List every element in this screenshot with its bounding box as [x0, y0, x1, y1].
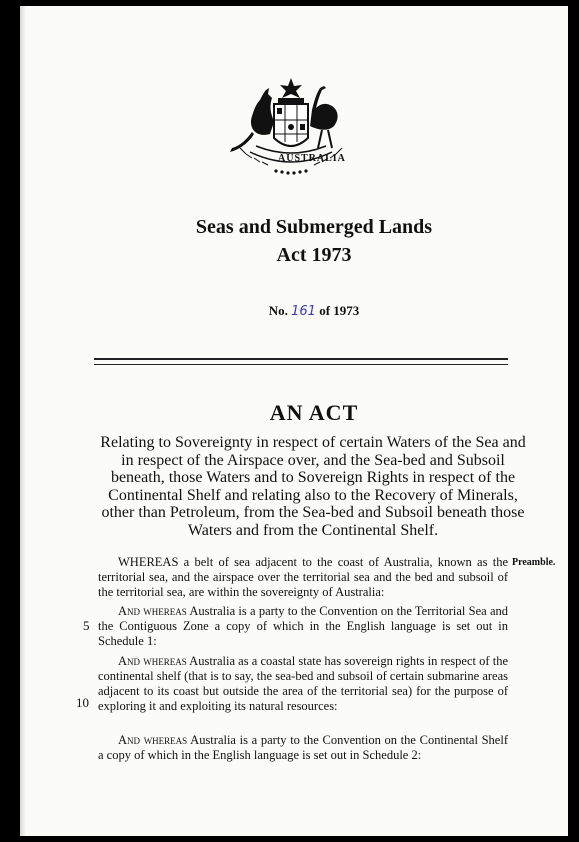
paragraph-text: WHEREAS a belt of sea adjacent to the coast of Australia, known as the territorial sea, and the airspace over the territorial sea and the bed and subsoil of the territorial sea, are within the sovereignty of Australia: — [98, 555, 508, 599]
act-number-prefix: No. — [268, 303, 288, 318]
line-number: 5 — [83, 618, 90, 633]
act-number — [40, 303, 579, 319]
double-rule-top — [94, 358, 508, 360]
paragraph-text: Australia as a coastal state has sovereign rights in respect of the continental shelf (that is to say, the sea-bed and subsoil of certain submarine areas adjacent to its coast but outside the area of the territorial sea) for the purpose of exploring it and exploiting its natural resources: — [98, 654, 508, 713]
line-number: 10 — [76, 695, 89, 710]
act-title-line-1: Seas and Submerged Lands — [195, 216, 433, 238]
preamble-paragraph — [98, 654, 508, 714]
paragraph-lead: And whereas — [118, 733, 188, 747]
act-number-suffix: of 1973 — [319, 303, 360, 318]
double-rule-bottom — [94, 364, 508, 365]
coat-of-arms-emblem — [226, 76, 356, 186]
act-number-handwritten: 161 — [291, 304, 316, 319]
paragraph-text: Australia is a party to the Convention on the Territorial Sea and the Contiguous Zone a copy of which in the English language is set out in Schedule 1: — [98, 604, 508, 648]
coat-of-arms-icon — [226, 76, 356, 186]
long-title: Relating to Sovereignty in respect of certain Waters of the Sea and in respect of the Airspace over, and the Sea-bed and Subsoil beneath, those Waters and to Sovereign Rights in respect of the Continental Shelf and relating also to the Recovery of Minerals, other than Petroleum, from the Sea-bed and Subsoil beneath those Waters and from the Continental Shelf. — [100, 434, 526, 539]
preamble-paragraph — [98, 604, 508, 649]
page-spine-shadow — [20, 6, 26, 836]
preamble-paragraph — [98, 555, 508, 600]
paragraph-text: Australia is a party to the Convention on the Continental Shelf a copy of which in the English language is set out in Schedule 2: — [98, 733, 508, 762]
paragraph-lead: And whereas — [118, 604, 187, 618]
preamble-paragraph — [98, 733, 508, 763]
document-page — [20, 6, 568, 836]
act-title-line-2: Act 1973 — [276, 244, 352, 266]
crest-label: AUSTRALIA — [278, 153, 346, 164]
act-heading: AN ACT — [269, 400, 359, 425]
margin-note-preamble: Preamble. — [512, 557, 556, 568]
paragraph-lead: And whereas — [118, 654, 187, 668]
